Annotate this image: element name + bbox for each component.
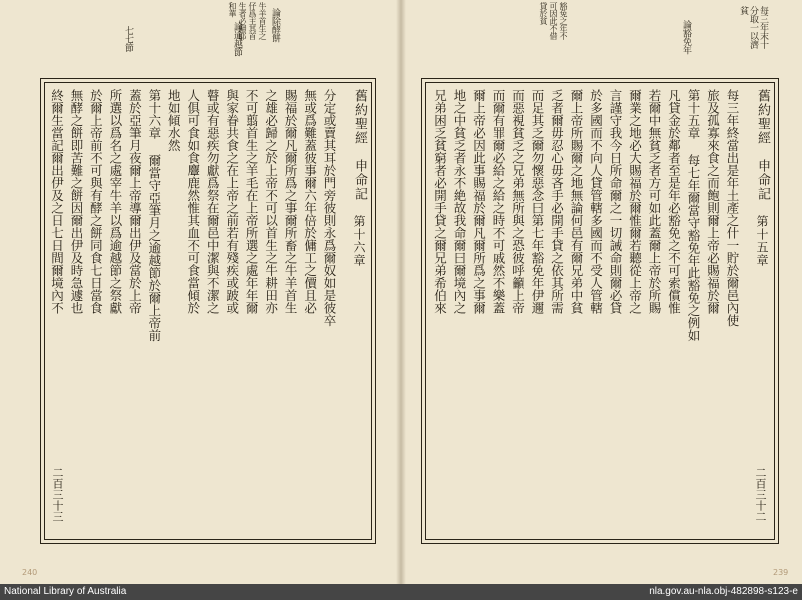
text-column: 旅及孤寡來食之而飽則爾上帝必賜福於爾 (705, 89, 721, 314)
margin-note: 論逾越節 (232, 22, 242, 56)
book-title: 舊約聖經 (755, 89, 770, 145)
text-column: 與家眷共食之在上帝之前若有殘疾或跛或 (224, 89, 240, 314)
footer-bar (0, 584, 802, 600)
text-column: 無酵之餅即苦難之餅因爾出伊及時急遽也 (68, 89, 84, 314)
text-column: 地之中貧乏者永不絶故我命爾曰爾境內之 (452, 89, 467, 314)
text-column: 於爾上帝前不可與有酵之餅同食七日當食 (88, 89, 104, 314)
text-column: 瞽或有惡疾勿獻爲祭在爾邑中潔與不潔之 (205, 89, 221, 314)
right-page (401, 0, 802, 584)
library-credit: National Library of Australia (4, 586, 127, 597)
running-title-column (339, 89, 369, 539)
text-column: 兄弟困乏貧窮者必開手貸之爾兄弟希伯來 (432, 89, 448, 314)
text-column: 爾業之地必大賜福於爾惟爾若聽從上帝之 (627, 89, 643, 314)
margin-note: 七七節 (123, 26, 133, 52)
text-column: 地如傾水然 (166, 89, 182, 152)
chapter-number: 第十五章 (755, 215, 769, 267)
text-column: 每三年終當出是年土產之什一貯於爾邑內使 (725, 89, 740, 327)
book-gutter (396, 0, 406, 584)
chapter-start-column: 第十五章 每七年爾當守豁免年此豁免之例如 (686, 89, 701, 342)
text-column: 而惡視貧乏之兄弟無所與之恐彼呼籲上帝 (510, 89, 526, 314)
page-number: 二百三十二 (754, 467, 767, 522)
margin-note: 豁免之年不可因此不借貸於貧 (539, 2, 568, 40)
margin-note: 每三年末十分取一以濟貧 (738, 6, 768, 49)
left-page (0, 0, 401, 584)
text-column: 凡貸金於鄰者至是年必豁免之不可索償惟 (666, 89, 682, 314)
text-column: 乏者爾毋忍心毋吝手必開手貸之依其所需 (549, 89, 565, 314)
text-column: 而爾有罪爾必給之給之時不可戚然不樂蓋 (491, 89, 506, 314)
text-column: 而足其乏爾勿懷惡念曰第七年豁免年伊邇 (530, 89, 545, 314)
text-column: 分定或賣其耳於門旁彼則永爲爾奴如是彼卒 (322, 89, 338, 327)
text-column: 爾上帝所賜爾之地無論何邑有爾兄弟中貧 (569, 89, 584, 314)
pencil-mark: 239 (773, 568, 789, 577)
chapter-number: 第十六章 (352, 215, 366, 267)
text-column: 無或爲難蓋彼事爾六年倍於傭工之價且必 (302, 89, 318, 314)
margin-note: 論豁免年 (681, 20, 691, 54)
text-column: 爾上帝必因此事賜福於爾凡爾所爲之事爾 (471, 89, 487, 314)
chapter-title: 申命記 (352, 159, 367, 201)
page-number: 二百三十三 (51, 467, 64, 522)
text-column: 終爾生當記爾出伊及之日七日間爾境內不 (49, 89, 65, 314)
page-body (47, 89, 369, 539)
page-body (428, 89, 772, 539)
text-column: 所選以爲名之處宰牛羊以爲逾越節之祭獻 (107, 89, 123, 314)
text-column: 若爾中無貧乏者方可如此蓋爾上帝於所賜 (647, 89, 662, 314)
text-column: 之雄必歸之於上帝不可以首生之牛耕田亦 (263, 89, 279, 314)
pencil-mark: 240 (22, 568, 38, 577)
margin-note: 論除酵餅 (270, 8, 280, 42)
chapter-start-column: 第十六章 爾當守亞筆月之逾越節於爾上帝前 (146, 89, 162, 342)
text-column: 言謹守我今日所命爾之一切誡命則爾必貸 (608, 89, 623, 314)
book-title: 舊約聖經 (352, 89, 367, 145)
object-identifier: nla.gov.au-nla.obj-482898-s123-e (649, 586, 798, 597)
text-frame (40, 78, 376, 544)
text-frame (421, 78, 779, 544)
text-column: 不可翦首生之羊毛在上帝所選之處年年爾 (244, 89, 260, 314)
text-column: 於多國而不向人貸管轄多國而不受人管轄 (588, 89, 604, 314)
chapter-title: 申命記 (755, 159, 770, 201)
margin-note: 牛羊首生之仔爲主其首生者必歸耶和華 (228, 2, 267, 40)
text-column: 人俱可食如食麞鹿然惟其血不可食當傾於 (185, 89, 201, 314)
text-column: 蓋於亞筆月夜爾上帝導爾出伊及當於上帝 (127, 89, 143, 314)
text-column: 賜福於爾凡爾所爲之事爾所畜之牛羊首生 (283, 89, 299, 314)
